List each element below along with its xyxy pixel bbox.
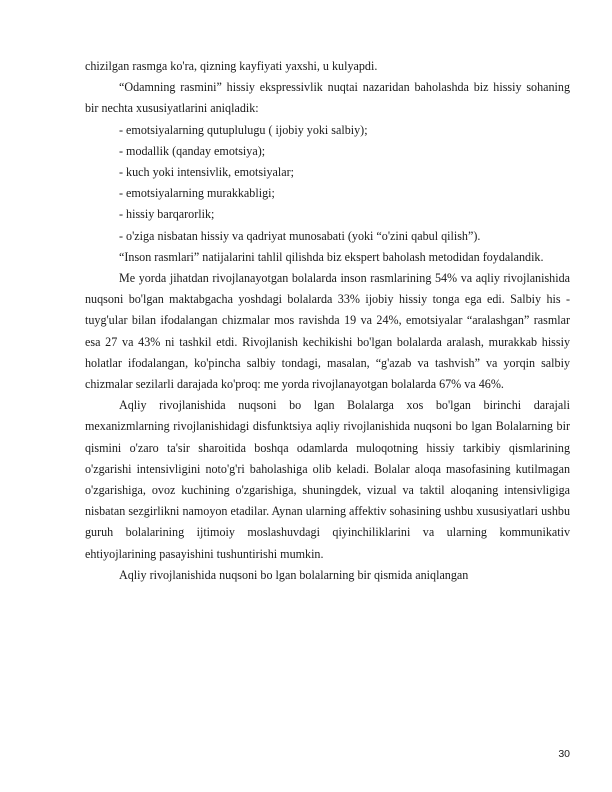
paragraph-continuation: chizilgan rasmga ko'ra, qizning kayfiyati yaxshi, u kulyapdi. (85, 59, 378, 73)
document-body (85, 56, 570, 586)
paragraph-trailing: Aqliy rivojlanishida nuqsoni bo lgan bolalarning bir qismida aniqlangan (119, 567, 469, 582)
list-item-stability: - hissiy barqarorlik; (119, 207, 215, 222)
list-item-intensity: - kuch yoki intensivlik, emotsiyalar; (119, 165, 294, 180)
page-number: 30 (558, 748, 570, 760)
list-item-polarity: - emotsiyalarning qutuplulugu ( ijobiy yoki salbiy); (119, 122, 368, 137)
paragraph-method: “Inson rasmlari” natijalarini tahlil qilishda biz ekspert baholash metodidan foydalandik. (119, 249, 544, 264)
paragraph-results: Me yorda jihatdan rivojlanayotgan bolalarda inson rasmlarining 54% va aqliy rivojlanishida nuqsoni bo'lgan maktabgacha yoshdagi bolalarda 33% ijobiy hissiy tonga ega edi. Salbiy his - tuyg'ular bilan ifodalangan chizmalar mos ravishda 19 va 24%, emotsiyalar “aralashgan” rasmlar esa 27 va 43% ni tashkil etdi. Rivojlanish kechikishi bo'lgan bolalarda aralash, murakkab hissiy holatlar ifodalangan, ko'pincha salbiy tondagi, masalan, “g'azab va tashvish” va yorqin salbiy chizmalar sezilarli darajada ko'proq: me yorda rivojlanayotgan bolalarda 67% va 46%. (85, 271, 570, 392)
paragraph-mechanisms: Aqliy rivojlanishida nuqsoni bo lgan Bolalarga xos bo'lgan birinchi darajali mexanizmlarning rivojlanishidagi disfunktsiya aqliy rivojlanishida nuqsoni bo lgan Bolalarning bir qismini o'zaro ta'sir sharoitida boshqa odamlarda muloqotning hissiy tarkibiy qismlarining o'zgarishi intensivligini noto'g'ri baholashiga olib keladi. Bolalar aloqa masofasining kutilmagan o'zgarishiga, ovoz kuchining o'zgarishiga, shuningdek, vizual va taktil aloqaning intensivligiga nisbatan sezgirlikni namoyon etadilar. Aynan ularning affektiv sohasining ushbu xususiyatlari ushbu guruh bolalarining ijtimoiy moslashuvdagi qiyinchiliklarini va ularning kommunikativ ehtiyojlarining pasayishini tushuntirishi mumkin. (85, 398, 570, 561)
paragraph-intro-criteria: “Odamning rasmini” hissiy ekspressivlik nuqtai nazaridan baholashda biz hissiy sohaning bir nechta xususiyatlarini aniqladik: (85, 80, 570, 116)
list-item-modality: - modallik (qanday emotsiya); (119, 143, 266, 158)
list-item-self-attitude: - o'ziga nisbatan hissiy va qadriyat munosabati (yoki “o'zini qabul qilish”). (119, 228, 481, 243)
list-item-complexity: - emotsiyalarning murakkabligi; (119, 186, 275, 201)
